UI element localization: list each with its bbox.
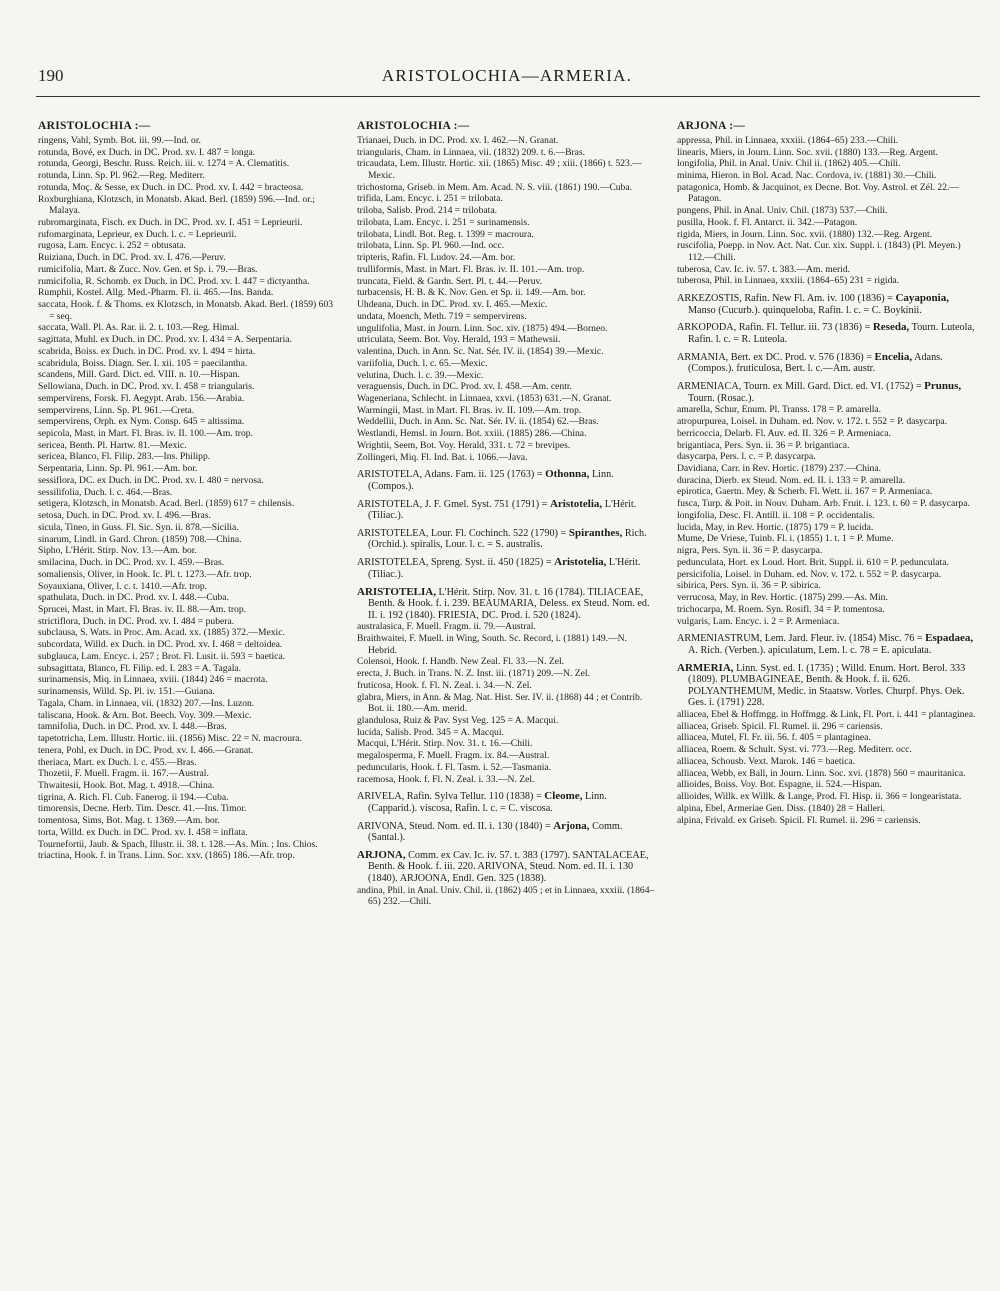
index-entry: duracina, Dierb. ex Steud. Nom. ed. II. i. 133 = P. amarella.	[677, 474, 906, 486]
index-entry: tricaudata, Lem. Illustr. Hortic. xii. (1865) Misc. 49 ; xiii. (1866) t. 523.—Mexic.	[357, 158, 642, 182]
index-entry: alliacea, Mutel, Fl. Fr. iii. 56. f. 405 = plantaginea.	[677, 732, 871, 744]
accepted-genus: Cleome,	[544, 790, 583, 803]
index-entry: rotunda, Linn. Sp. Pl. 962.—Reg. Mediterr.	[38, 170, 205, 182]
column-heading: ARISTOLOCHIA :—	[357, 120, 470, 132]
index-entry: surinamensis, Miq. in Linnaea, xviii. (1844) 246 = macrota.	[38, 674, 268, 686]
genus-note: Manso (Cucurb.). quinqueloba, Rafin. l. c. = C. Boykinii.	[688, 304, 922, 316]
genus-name: ARJONA,	[357, 848, 406, 861]
genus-citation: ARIVONA, Steud. Nom. ed. II. i. 130 (1840) =	[357, 820, 554, 832]
index-entry: turbacensis, H. B. & K. Nov. Gen. et Sp. ii. 149.—Am. bor.	[357, 287, 586, 299]
genus-entry	[357, 499, 657, 522]
page-number: 190	[38, 66, 64, 85]
index-entry: berricoccia, Delarb. Fl. Auv. ed. II. 326 = P. Armeniaca.	[677, 427, 891, 439]
index-entry: pedunculata, Hort. ex Loud. Hort. Brit. Suppl. ii. 610 = P. pedunculata.	[677, 556, 949, 568]
index-entry: tamnifolia, Duch. in DC. Prod. xv. I. 448.—Bras.	[38, 721, 227, 733]
index-entry: utriculata, Seem. Bot. Voy. Herald, 193 = Mathewsii.	[357, 334, 561, 346]
column-heading: ARJONA :—	[677, 120, 746, 132]
armeniaca-heading	[677, 381, 977, 404]
index-entry: setosa, Duch. in DC. Prod. xv. I. 496.—Bras.	[38, 510, 211, 522]
index-entry: Thozetii, F. Muell. Fragm. ii. 167.—Austral.	[38, 768, 209, 780]
genus-citation: ARMENIASTRUM, Lem. Jard. Fleur. iv. (1854) Misc. 76 =	[677, 633, 926, 645]
index-entry: alliacea, Schousb. Vext. Marok. 146 = baetica.	[677, 755, 856, 767]
index-entry: sagittata, Muhl. ex Duch. in DC. Prod. xv. I. 434 = A. Serpentaria.	[38, 334, 292, 346]
index-entry: fusca, Turp. & Poit. in Nouv. Duham. Arb. Fruit. i. 123. t. 60 = P. dasycarpa.	[677, 498, 970, 510]
index-entry: Wrightii, Seem, Bot. Voy. Herald, 331. t. 72 = brevipes.	[357, 439, 571, 451]
index-entry: surinamensis, Willd. Sp. Pl. iv. 151.—Guiana.	[38, 686, 215, 698]
index-entry: Westlandi, Hemsl. in Journ. Bot. xxiii. (1885) 286.—China.	[357, 428, 587, 440]
index-entry: appressa, Phil. in Linnaea, xxxiii. (1864–65) 233.—Chili.	[677, 135, 899, 146]
index-entry: sinarum, Lindl. in Gard. Chron. (1859) 708.—China.	[38, 533, 242, 545]
index-entry: alpina, Ebel, Armeriae Gen. Diss. (1840) 28 = Halleri.	[677, 802, 886, 814]
index-entry: minima, Hieron. in Bol. Acad. Nac. Cordova, iv. (1881) 30.—Chili.	[677, 170, 937, 182]
index-entry: tuberosa, Cav. Ic. iv. 57. t. 383.—Am. merid.	[677, 263, 851, 275]
index-entry: rugosa, Lam. Encyc. i. 252 = obtusata.	[38, 240, 186, 252]
index-entry: ruscifolia, Poepp. in Nov. Act. Nat. Cur. xix. Suppl. i. (1843) (Pl. Meyen.) 112.—Chili.	[677, 240, 961, 263]
accepted-genus: Arjona,	[553, 819, 590, 832]
column-heading: ARISTOLOCHIA :—	[38, 120, 151, 132]
index-entry: rumicifolia, Mart. & Zucc. Nov. Gen. et Sp. i. 79.—Bras.	[38, 263, 258, 275]
index-entry: Macqui, L'Hérit. Stirp. Nov. 31. t. 16.—Chili.	[357, 738, 533, 750]
index-entry: vulgaris, Lam. Encyc. i. 2 = P. Armeniaca.	[677, 615, 840, 627]
index-entry: sessilifolia, Duch. l. c. 464.—Bras.	[38, 486, 173, 498]
index-entry: trilobata, Linn. Sp. Pl. 960.—Ind. occ.	[357, 240, 505, 252]
index-entry: timorensis, Decne. Herb. Tim. Descr. 41.—Ins. Timor.	[38, 803, 247, 815]
genus-name: ARISTOTELIA,	[357, 585, 436, 598]
genus-name: ARMERIA,	[677, 661, 734, 674]
index-entry: taliscana, Hook. & Arn. Bot. Beech. Voy. 309.—Mexic.	[38, 709, 252, 721]
index-entry: Mume, De Vriese, Tuinb. Fl. i. (1855) 1. t. 1 = P. Mume.	[677, 533, 894, 545]
index-entry: allioides, Willk. ex Willk. & Lange, Prod. Fl. Hisp. ii. 366 = longearistata.	[677, 791, 962, 803]
index-entry: subclausa, S. Wats. in Proc. Am. Acad. xx. (1885) 372.—Mexic.	[38, 627, 285, 639]
index-entry: Serpentaria, Linn. Sp. Pl. 961.—Am. bor.	[38, 463, 198, 475]
genus-note: Adans. (Compos.). fruticulosa, Bert. l. c.—Am. austr.	[688, 351, 943, 375]
index-entry: erecta, J. Buch. in Trans. N. Z. Inst. iii. (1871) 209.—N. Zel.	[357, 668, 590, 680]
index-entry: brigantiaca, Pers. Syn. ii. 36 = P. brigantiaca.	[677, 439, 850, 451]
index-entry: strictiflora, Duch. in DC. Prod. xv. I. 484 = pubera.	[38, 615, 235, 627]
index-entry: velutina, Duch. l. c. 39.—Mexic.	[357, 369, 484, 381]
index-entry: pusilla, Hook. f. Fl. Antarct. ii. 342.—Patagon.	[677, 216, 858, 228]
index-entry: fruticosa, Hook. f. Fl. N. Zeal. i. 34.—N. Zel.	[357, 679, 532, 691]
armeria-heading	[677, 663, 977, 709]
genus-citation: ARMANIA, Bert. ex DC. Prod. v. 576 (1836) =	[677, 351, 875, 363]
index-entry: subsagittata, Blanco, Fl. Filip. ed. I. 283 = A. Tagala.	[38, 662, 242, 674]
index-entry: Davidiana, Carr. in Rev. Hortic. (1879) 237.—China.	[677, 462, 882, 474]
genus-note: Linn. (Capparid.). viscosa, Rafin. l. c. = C. viscosa.	[368, 791, 607, 814]
index-entry: Tagala, Cham. in Linnaea, vii. (1832) 207.—Ins. Luzon.	[38, 697, 255, 709]
index-entry: verrucosa, May, in Rev. Hortic. (1875) 299.—As. Min.	[677, 592, 888, 604]
index-entry: Sellowiana, Duch. in DC. Prod. xv. I. 458 = triangularis.	[38, 381, 255, 393]
index-entry: saccata, Hook. f. & Thoms. ex Klotzsch, in Monatsb. Akad. Berl. (1859) 603 = seq.	[38, 299, 334, 322]
index-entry: rubromarginata, Fisch. ex Duch. in DC. Prod. xv. I. 451 = Leprieurii.	[38, 216, 303, 228]
index-entry: variifolia, Duch. l. c. 65.—Mexic.	[357, 357, 488, 369]
index-entry: sericea, Blanco, Fl. Filip. 283.—Ins. Philipp.	[38, 451, 211, 463]
genus-note: A. Rich. (Verben.). apiculatum, Lem. l. c. 78 = E. apiculata.	[688, 644, 932, 656]
genus-entry	[357, 528, 657, 551]
genus-entry	[357, 469, 657, 492]
index-entry: sepicola, Mast. in Mart. Fl. Bras. iv. II. 100.—Am. trop.	[38, 427, 253, 439]
index-entry: subcordata, Willd. ex Duch. in DC. Prod. xv. I. 468 = deltoidea.	[38, 639, 283, 651]
index-entry: ungulifolia, Mast. in Journ. Linn. Soc. xiv. (1875) 494.—Borneo.	[357, 322, 608, 334]
genus-citation: ARKEZOSTIS, Rafin. New Fl. Am. iv. 100 (1836) =	[677, 293, 896, 305]
index-entry: scabrida, Boiss. ex Duch. in DC. Prod. xv. I. 494 = hirta.	[38, 345, 256, 357]
index-entry: somaliensis, Oliver, in Hook. Ic. Pl. t. 1273.—Afr. trop.	[38, 568, 252, 580]
index-entry: subglauca, Lam. Encyc. i. 257 ; Brot. Fl. Lusit. ii. 593 = baetica.	[38, 650, 286, 662]
genus-entry	[357, 557, 657, 580]
index-entry: Rumphii, Kostel. Allg. Med.-Pharm. Fl. ii. 465.—Ins. Banda.	[38, 287, 274, 299]
index-entry: megalosperma, F. Muell. Fragm. ix. 84.—Austral.	[357, 750, 550, 762]
index-entry: Thwaitesii, Hook. Bot. Mag. t. 4918.—China.	[38, 780, 215, 792]
entry-list	[357, 135, 657, 908]
page-header	[38, 66, 976, 90]
header-rule	[36, 96, 980, 97]
index-entry: tuberosa, Phil. in Linnaea, xxxiii. (1864–65) 231 = rigida.	[677, 275, 900, 287]
index-entry: tenera, Pohl, ex Duch. in DC. Prod. xv. I. 466.—Granat.	[38, 744, 254, 756]
index-entry: Soyauxiana, Oliver, l. c. t. 1410.—Afr. trop.	[38, 580, 208, 592]
index-entry: sericea, Benth. Pl. Hartw. 81.—Mexic.	[38, 439, 187, 451]
index-entry: Trianaei, Duch. in DC. Prod. xv. I. 462.—N. Granat.	[357, 135, 559, 146]
aristotelia-heading	[357, 587, 657, 622]
index-entry: tripteris, Rafin. Fl. Ludov. 24.—Am. bor.	[357, 252, 516, 264]
index-entry: Sipho, L'Hérit. Stirp. Nov. 13.—Am. bor.	[38, 545, 197, 557]
index-entry: triloba, Salisb. Prod. 214 = trilobata.	[357, 205, 497, 217]
running-title: ARISTOLOCHIA—ARMERIA.	[381, 66, 633, 85]
index-entry: Zollingeri, Miq. Fl. Ind. Bat. i. 1066.—Java.	[357, 451, 528, 463]
index-entry: alliacea, Ebel & Hoffmgg. in Hoffmgg. & Link, Fl. Port. i. 441 = plantaginea.	[677, 708, 976, 720]
index-entry: rumicifolia, R. Schomb. ex Duch. in DC. Prod. xv. I. 447 = dictyantha.	[38, 275, 310, 287]
index-entry: Braithwaitei, F. Muell. in Wing, South. Sc. Record, i. (1881) 149.—N. Hebrid.	[357, 633, 627, 656]
index-entry: pungens, Phil. in Anal. Univ. Chil. (1873) 537.—Chili.	[677, 205, 888, 217]
index-entry: trifida, Lam. Encyc. i. 251 = trilobata.	[357, 193, 503, 205]
index-entry: rigida, Miers, in Journ. Linn. Soc. xvii. (1880) 132.—Reg. Argent.	[677, 228, 933, 240]
index-entry: tapetotricha, Lem. Illustr. Hortic. iii. (1856) Misc. 22 = N. macroura.	[38, 733, 302, 745]
genus-note: Comm. (Santal.).	[368, 820, 623, 844]
column-middle	[357, 120, 657, 908]
accepted-genus: Espadaea,	[925, 632, 974, 645]
index-entry: spathulata, Duch. in DC. Prod. xv. I. 448.—Cuba.	[38, 592, 229, 604]
index-entry: trichostoma, Griseb. in Mem. Am. Acad. N. S. viii. (1861) 190.—Cuba.	[357, 181, 632, 193]
index-entry: Wageneriana, Schlecht. in Linnaea, xxvi. (1853) 631.—N. Granat.	[357, 392, 612, 404]
index-entry: saccata, Wall. Pl. As. Rar. ii. 2. t. 103.—Reg. Himal.	[38, 322, 240, 334]
genus-citation: ARISTOTELA, J. F. Gmel. Syst. 751 (1791) =	[357, 498, 550, 510]
accepted-genus: Aristotelia,	[549, 497, 603, 510]
index-entry: theriaca, Mart. ex Duch. l. c. 455.—Bras.	[38, 756, 197, 768]
index-entry: Weddellii, Duch. in Ann. Sc. Nat. Sér. IV. ii. (1854) 62.—Bras.	[357, 416, 599, 428]
accepted-genus: Spiranthes,	[568, 526, 623, 539]
index-entry: trilobata, Lam. Encyc. i. 251 = surinamensis.	[357, 216, 530, 228]
index-entry: alliacea, Roem. & Schult. Syst. vi. 773.—Reg. Mediterr. occ.	[677, 744, 912, 756]
genus-entry	[677, 322, 977, 345]
index-entry: lucida, May, in Rev. Hortic. (1875) 179 = P. lucida.	[677, 521, 874, 533]
index-entry: sessiflora, DC. ex Duch. in DC. Prod. xv. I. 480 = nervosa.	[38, 474, 264, 486]
index-entry: sempervirens, Forsk. Fl. Aegypt. Arab. 156.—Arabia.	[38, 392, 245, 404]
index-entry: sibirica, Pers. Syn. ii. 36 = P. sibirica.	[677, 580, 821, 592]
entry-list	[38, 135, 338, 862]
index-entry: peduncularis, Hook. f. Fl. Tasm. i. 52.—Tasmania.	[357, 761, 552, 773]
arivela-entry	[357, 791, 657, 814]
entry-list	[677, 135, 977, 826]
genus-note: Tourn. Luteola, Rafin. l. c. = R. Luteola.	[688, 322, 975, 345]
index-entry: scabridula, Boiss. Diagn. Ser. I. xii. 105 = paecilantha.	[38, 357, 248, 369]
index-entry: racemosa, Hook. f. Fl. N. Zeal. i. 33.—N. Zel.	[357, 773, 535, 785]
accepted-genus: Prunus,	[924, 380, 962, 393]
index-entry: rufomarginata, Leprieur, ex Duch. l. c. = Leprieurii.	[38, 228, 237, 240]
index-entry: veraguensis, Duch. in DC. Prod. xv. I. 458.—Am. centr.	[357, 381, 572, 393]
index-entry: alpina, Frivald. ex Griseb. Spicil. Fl. Rumel. ii. 296 = cariensis.	[677, 814, 921, 826]
index-entry: sempervirens, Orph. ex Nym. Consp. 645 = altissima.	[38, 416, 245, 428]
index-entry: trichocarpa, M. Roem. Syn. Rosifl. 34 = P. tomentosa.	[677, 603, 885, 615]
index-entry: Tournefortii, Jaub. & Spach, Illustr. ii. 38. t. 128.—As. Min. ; Ins. Chios.	[38, 838, 318, 850]
genus-note: Linn. (Compos.).	[368, 469, 614, 492]
index-entry: lucida, Salisb. Prod. 345 = A. Macqui.	[357, 726, 504, 738]
genus-entry	[677, 352, 977, 375]
index-entry: Colensoi, Hook. f. Handb. New Zeal. Fl. 33.—N. Zel.	[357, 656, 565, 668]
genus-citation: ARISTOTELEA, Spreng. Syst. ii. 450 (1825) =	[357, 557, 555, 569]
index-entry: persicifolia, Loisel. in Duham. ed. Nov. v. 172. t. 552 = P. dasycarpa.	[677, 568, 942, 580]
genus-citation: ARMENIACA, Tourn. ex Mill. Gard. Dict. ed. VI. (1752) =	[677, 381, 925, 393]
genus-citation: ARISTOTELA, Adans. Fam. ii. 125 (1763) =	[357, 469, 546, 481]
index-entry: smilacina, Duch. in DC. Prod. xv. I. 459.—Bras.	[38, 557, 225, 569]
accepted-genus: Aristotelia,	[554, 556, 607, 569]
index-entry: truncata, Field. & Gardn. Sert. Pl. t. 44.—Peruv.	[357, 275, 543, 287]
genus-citation: ARIVELA, Rafin. Sylva Tellur. 110 (1838) =	[357, 791, 545, 803]
genus-note: Tourn. (Rosac.).	[688, 392, 755, 404]
genus-citation: ARKOPODA, Rafin. Fl. Tellur. iii. 73 (1836) =	[677, 322, 873, 334]
index-entry: tomentosa, Sims, Bot. Mag. t. 1369.—Am. bor.	[38, 815, 220, 827]
index-entry: Warmingii, Mast. in Mart. Fl. Bras. iv. II. 109.—Am. trop.	[357, 404, 582, 416]
index-entry: rotunda, Bové, ex Duch. in DC. Prod. xv. I. 487 = longa.	[38, 146, 256, 158]
index-entry: allioides, Boiss. Voy. Bot. Espagne, ii. 524.—Hispan.	[677, 779, 882, 791]
genus-note: Rich. (Orchid.). spiralis, Lour. l. c. = S. australis.	[368, 527, 647, 551]
index-entry: scandens, Mill. Gard. Dict. ed. VIII. n. 10.—Hispan.	[38, 369, 240, 381]
accepted-genus: Cayaponia,	[895, 292, 949, 305]
index-entry: longifolia, Desc. Fl. Antill. ii. 108 = P. occidentalis.	[677, 509, 875, 521]
index-entry: dasycarpa, Pers. l. c. = P. dasycarpa.	[677, 451, 816, 463]
index-entry: andina, Phil. in Anal. Univ. Chil. ii. (1862) 405 ; et in Linnaea, xxxiii. (1864–65) 232.—Chili.	[357, 884, 655, 908]
index-entry: epirotica, Gaertn. Mey. & Scherb. Fl. Wett. ii. 167 = P. Armeniaca.	[677, 486, 933, 498]
index-entry: ringens, Vahl, Symb. Bot. iii. 99.—Ind. or.	[38, 135, 201, 146]
accepted-genus: Othonna,	[545, 468, 590, 481]
genus-citation: Comm. ex Cav. Ic. iv. 57. t. 383 (1797). SANTALACEAE, Benth. & Hook. f. iii. 220. ARIVONA, Steud. Nom. ed. II. i. 130 (1840). ARJOONA, Endl. Gen. 325 (1838).	[368, 849, 649, 884]
index-entry: Roxburghiana, Klotzsch, in Monatsb. Akad. Berl. (1859) 596.—Ind. or.; Malaya.	[38, 193, 315, 217]
index-entry: linearis, Miers, in Journ. Linn. Soc. xvii. (1880) 133.—Reg. Argent.	[677, 146, 938, 158]
index-entry: sempervirens, Linn. Sp. Pl. 961.—Creta.	[38, 404, 195, 416]
index-entry: patagonica, Homb. & Jacquinot, ex Decne. Bot. Voy. Astrol. et Zél. 22.—Patagon.	[677, 181, 959, 205]
index-entry: atropurpurea, Loisel. in Duham. ed. Nov. v. 172. t. 552 = P. dasycarpa.	[677, 416, 948, 428]
accepted-genus: Encelia,	[874, 350, 913, 363]
index-entry: tigrina, A. Rich. Fl. Cub. Fanerog. ii 194.—Cuba.	[38, 791, 229, 803]
index-entry: Uhdeana, Duch. in DC. Prod. xv. I. 465.—Mexic.	[357, 299, 548, 311]
index-entry: setigera, Klotzsch, in Monatsb. Acad. Berl. (1859) 617 = chilensis.	[38, 498, 295, 510]
index-entry: torta, Willd. ex Duch. in DC. Prod. xv. I. 458 = inflata.	[38, 826, 248, 838]
index-entry: trilobata, Lindl. Bot. Reg. t. 1399 = macroura.	[357, 228, 534, 240]
genus-entry	[677, 293, 977, 316]
index-entry: sicula, Tineo, in Guss. Fl. Sic. Syn. ii. 878.—Sicilia.	[38, 521, 239, 533]
index-entry: alliacea, Webb, ex Ball, in Journ. Linn. Soc. xvi. (1878) 560 = mauritanica.	[677, 767, 966, 779]
genus-citation: Linn. Syst. ed. I. (1735) ; Willd. Enum. Hort. Berol. 333 (1809). PLUMBAGINEAE, Benth. & Hook. f. ii. 626. POLYANTHEMUM, Medic. in Staatsw. Vorles. Churpf. Phys. Oek. Ges. i. (1791) 228.	[688, 662, 966, 709]
column-left	[38, 120, 338, 862]
arjona-heading	[357, 850, 657, 885]
index-entry: Ruiziana, Duch. in DC. Prod. xv. I. 476.—Peruv.	[38, 252, 226, 264]
index-entry: rotunda, Georgi, Beschr. Russ. Reich. iii. v. 1274 = A. Clematitis.	[38, 158, 290, 170]
index-entry: nigra, Pers. Syn. ii. 36 = P. dasycarpa.	[677, 545, 823, 557]
index-entry: glabra, Miers, in Ann. & Mag. Nat. Hist. Ser. IV. ii. (1868) 44 ; et Contrib. Bot. ii. 180.—Am. merid.	[357, 691, 643, 715]
arivona-entry	[357, 821, 657, 844]
index-entry: triangularis, Cham. in Linnaea, vii. (1832) 209. t. 6.—Bras.	[357, 146, 586, 158]
index-entry: Sprucei, Mast. in Mart. Fl. Bras. iv. II. 88.—Am. trop.	[38, 604, 247, 615]
index-entry: undata, Moench, Meth. 719 = sempervirens.	[357, 310, 527, 322]
genus-citation: L'Hérit. Stirp. Nov. 31. t. 16 (1784). TILIACEAE, Benth. & Hook. f. i. 239. BEAUMARIA, Deless. ex Steud. Nom. ed. II. i. 192 (1840). FRIESIA, DC. Prod. i. 520 (1824).	[368, 586, 650, 621]
index-entry: triactina, Hook. f. in Trans. Linn. Soc. xxv. (1865) 186.—Afr. trop.	[38, 850, 295, 862]
index-entry: alliacea, Griseb. Spicil. Fl. Rumel. ii. 296 = cariensis.	[677, 720, 883, 732]
index-entry: valentina, Duch. in Ann. Sc. Nat. Sér. IV. ii. (1854) 39.—Mexic.	[357, 346, 604, 358]
index-entry: trulliformis, Mast. in Mart. Fl. Bras. iv. II. 101.—Am. trop.	[357, 263, 585, 275]
genus-citation: ARISTOTELEA, Lour. Fl. Cochinch. 522 (1790) =	[357, 527, 569, 539]
index-entry: australasica, F. Muell. Fragm. ii. 79.—Austral.	[357, 621, 536, 633]
index-entry: longifolia, Phil. in Anal. Univ. Chil ii. (1862) 405.—Chili.	[677, 158, 901, 170]
index-entry: glandulosa, Ruiz & Pav. Syst Veg. 125 = A. Macqui.	[357, 714, 559, 726]
armeniastrum-entry	[677, 633, 977, 656]
column-right	[677, 120, 977, 826]
index-entry: rotunda, Moç. & Sesse, ex Duch. in DC. Prod. xv. I. 442 = bracteosa.	[38, 181, 304, 193]
genus-note: L'Hérit. (Tiliac.).	[368, 557, 641, 580]
genus-note: L'Hérit. (Tiliac.).	[368, 498, 637, 522]
accepted-genus: Reseda,	[872, 321, 910, 334]
index-entry: amarella, Schur, Enum. Pl. Transs. 178 = P. amarella.	[677, 404, 882, 416]
